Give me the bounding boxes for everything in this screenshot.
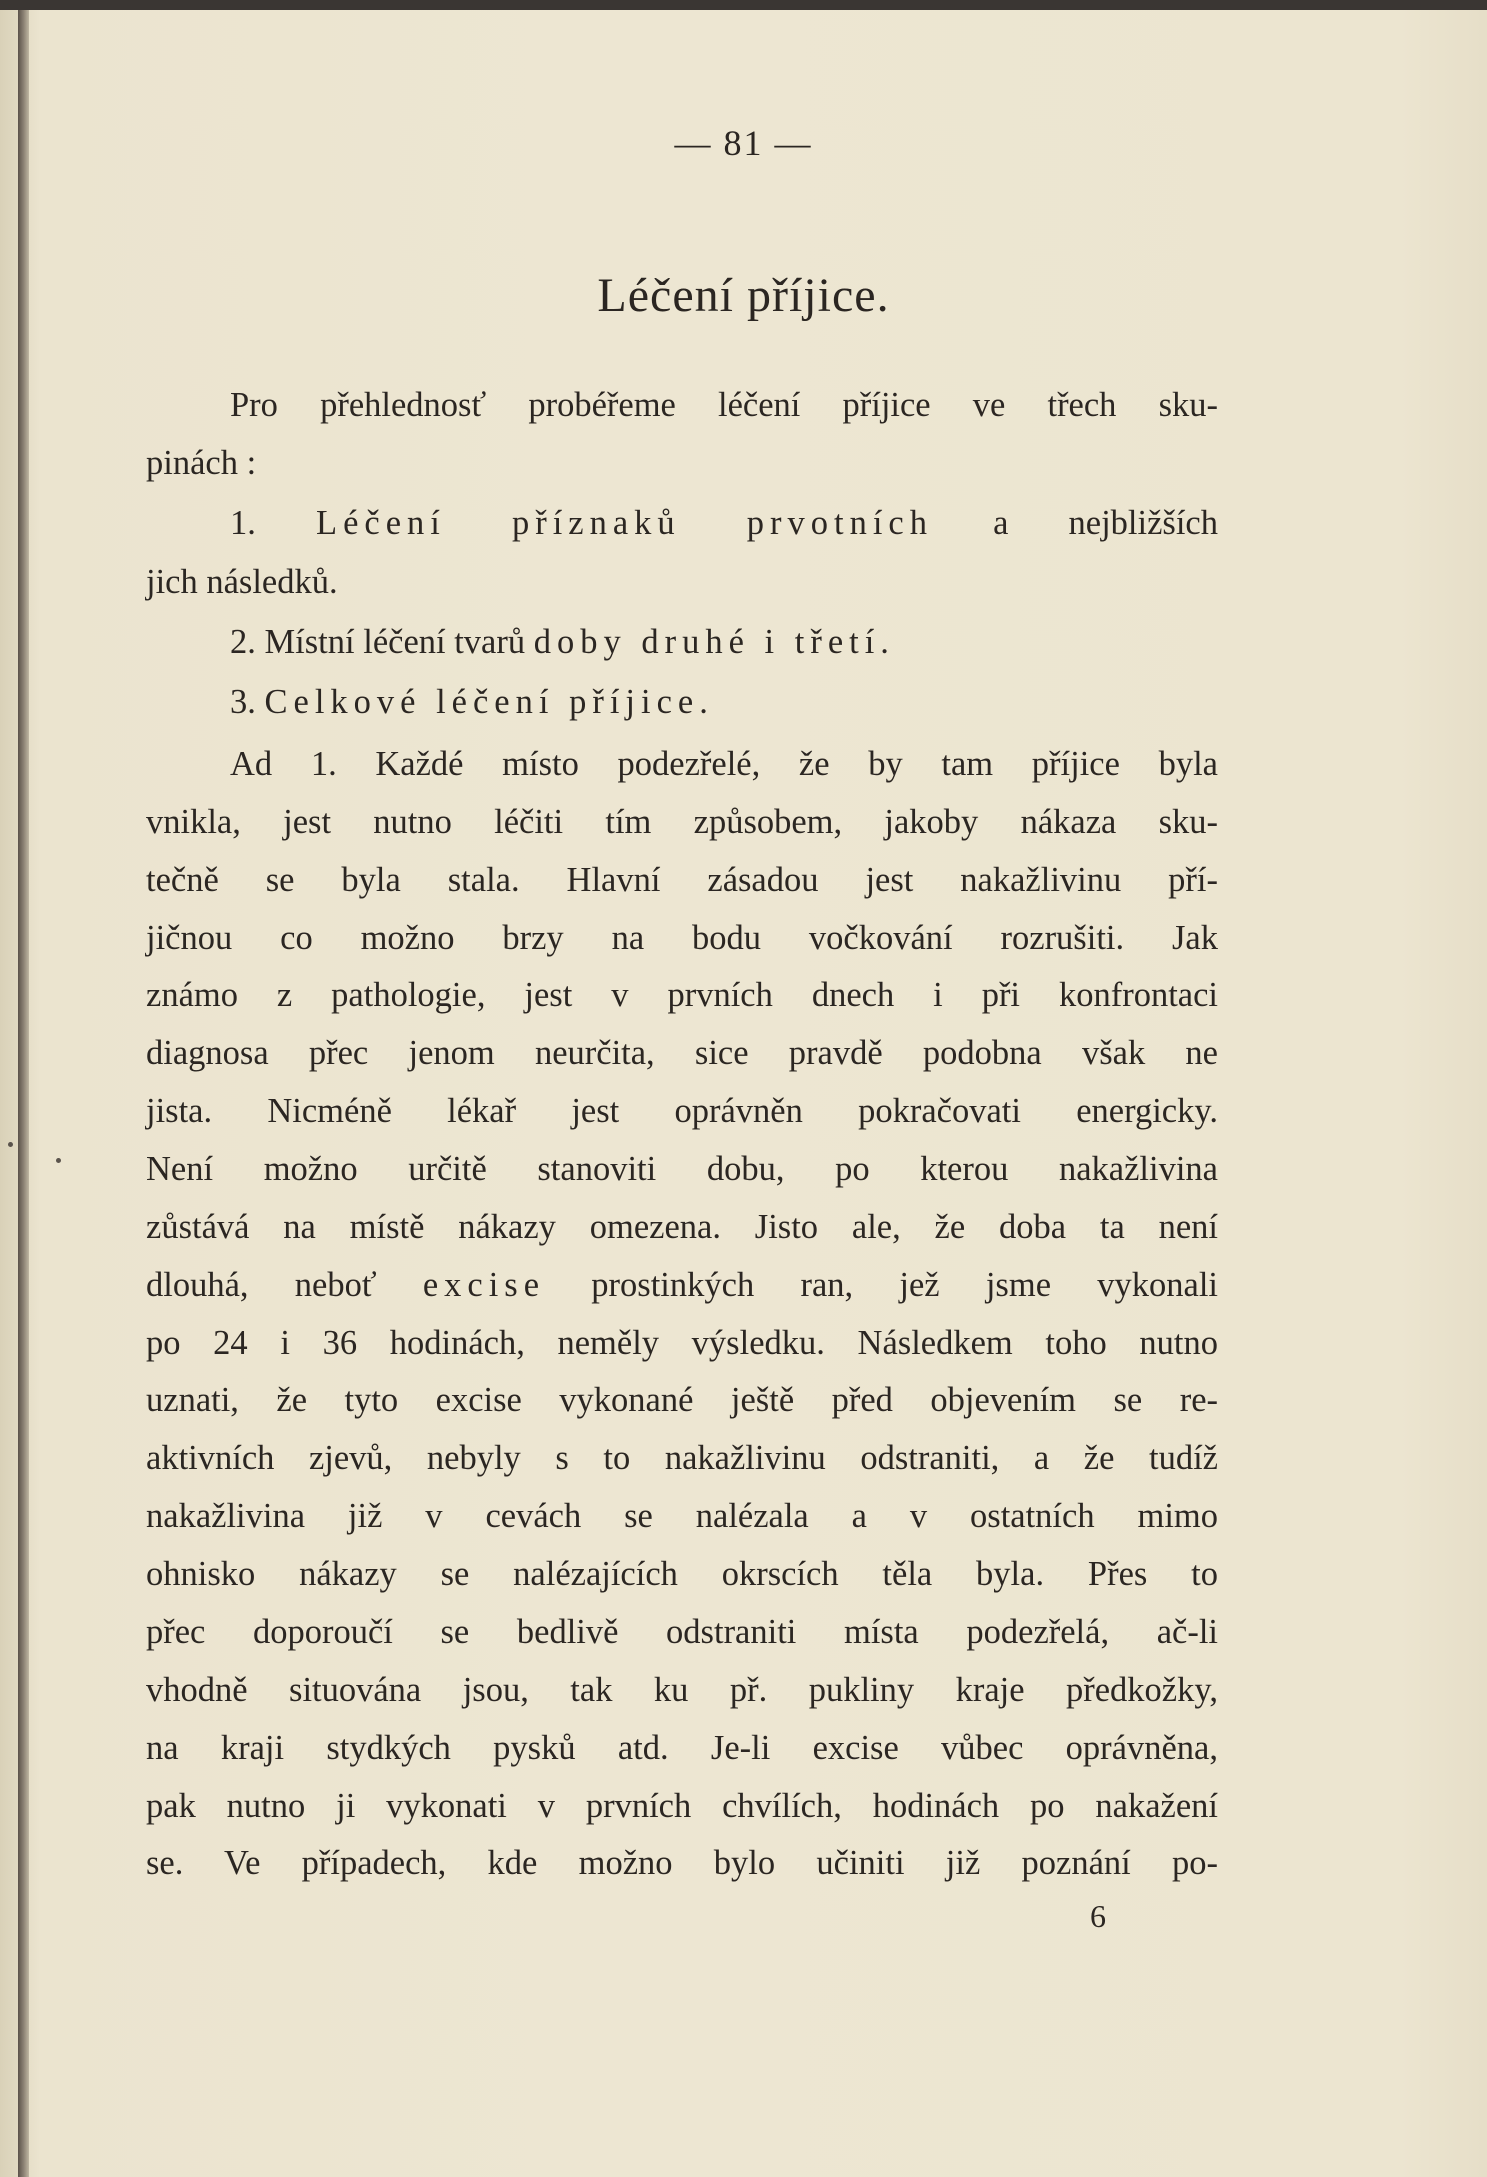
text-line — [230, 622, 1218, 662]
text-fragment: 2. Místní léčení tvarů — [230, 623, 534, 661]
text-line: pinách : — [146, 444, 257, 482]
text-fragment: a nejbližších — [933, 504, 1218, 542]
scan-top-edge — [0, 0, 1487, 10]
text-line: přec doporoučí se bedlivě odstraniti místa podezřelá, ač-li — [146, 1613, 1218, 1651]
spaced-heading: Léčení příznaků prvotních — [316, 504, 933, 542]
text-line: ohnisko nákazy se nalézajících okrscích těla byla. Přes to — [146, 1555, 1218, 1593]
binding-mark — [56, 1158, 61, 1163]
text-line — [230, 503, 1218, 543]
text-line: se. Ve případech, kde možno bylo učiniti již poznání po- — [146, 1844, 1218, 1882]
text-line: Pro přehlednosť probéřeme léčení příjice ve třech sku- — [230, 386, 1218, 424]
text-line: na kraji stydkých pysků atd. Je-li excise vůbec oprávněna, — [146, 1729, 1218, 1767]
text-line: pak nutno ji vykonati v prvních chvílích, hodinách po nakažení — [146, 1787, 1218, 1825]
text-line: vhodně situována jsou, tak ku př. pukliny kraje předkožky, — [146, 1671, 1218, 1709]
text-line: jich následků. — [146, 563, 338, 601]
text-fragment: prostinkých ran, jež jsme vykonali — [545, 1266, 1218, 1304]
text-line: Ad 1. Každé místo podezřelé, že by tam příjice byla — [230, 745, 1218, 783]
text-fragment: dlouhá, neboť — [146, 1266, 423, 1304]
chapter-title: Léčení příjice. — [597, 269, 890, 322]
spaced-heading: doby druhé i třetí. — [533, 623, 895, 661]
page-binding — [18, 10, 29, 2177]
spaced-word: excise — [422, 1266, 546, 1304]
binding-mark — [8, 1142, 13, 1147]
text-line: vnikla, jest nutno léčiti tím způsobem, jakoby nákaza sku- — [146, 803, 1218, 841]
text-line: tečně se byla stala. Hlavní zásadou jest nakažlivinu pří- — [146, 861, 1218, 899]
spaced-heading: Celkové léčení příjice. — [264, 683, 714, 721]
text-fragment: 3. — [230, 683, 265, 721]
text-line: aktivních zjevů, nebyly s to nakažlivinu odstraniti, a že tudíž — [146, 1439, 1218, 1477]
text-line — [230, 682, 1218, 722]
text-line: diagnosa přec jenom neurčita, sice pravdě podobna však ne — [146, 1034, 1218, 1072]
text-line: nakažlivina již v cevách se nalézala a v ostatních mimo — [146, 1497, 1218, 1535]
text-line: jista. Nicméně lékař jest oprávněn pokračovati energicky. — [146, 1092, 1218, 1130]
text-line: uznati, že tyto excise vykonané ještě před objevením se re- — [146, 1381, 1218, 1419]
text-line — [146, 1265, 1218, 1305]
text-line: po 24 i 36 hodinách, neměly výsledku. Následkem toho nutno — [146, 1324, 1218, 1362]
signature-mark: 6 — [1090, 1898, 1106, 1934]
text-line: známo z pathologie, jest v prvních dnech i při konfrontaci — [146, 976, 1218, 1014]
list-number: 1. — [230, 504, 256, 542]
text-line: Není možno určitě stanoviti dobu, po kterou nakažlivina — [146, 1150, 1218, 1188]
text-line: zůstává na místě nákazy omezena. Jisto ale, že doba ta není — [146, 1208, 1218, 1246]
text-line: jičnou co možno brzy na bodu vočkování rozrušiti. Jak — [146, 919, 1218, 957]
page-number: — 81 — — [674, 123, 813, 163]
